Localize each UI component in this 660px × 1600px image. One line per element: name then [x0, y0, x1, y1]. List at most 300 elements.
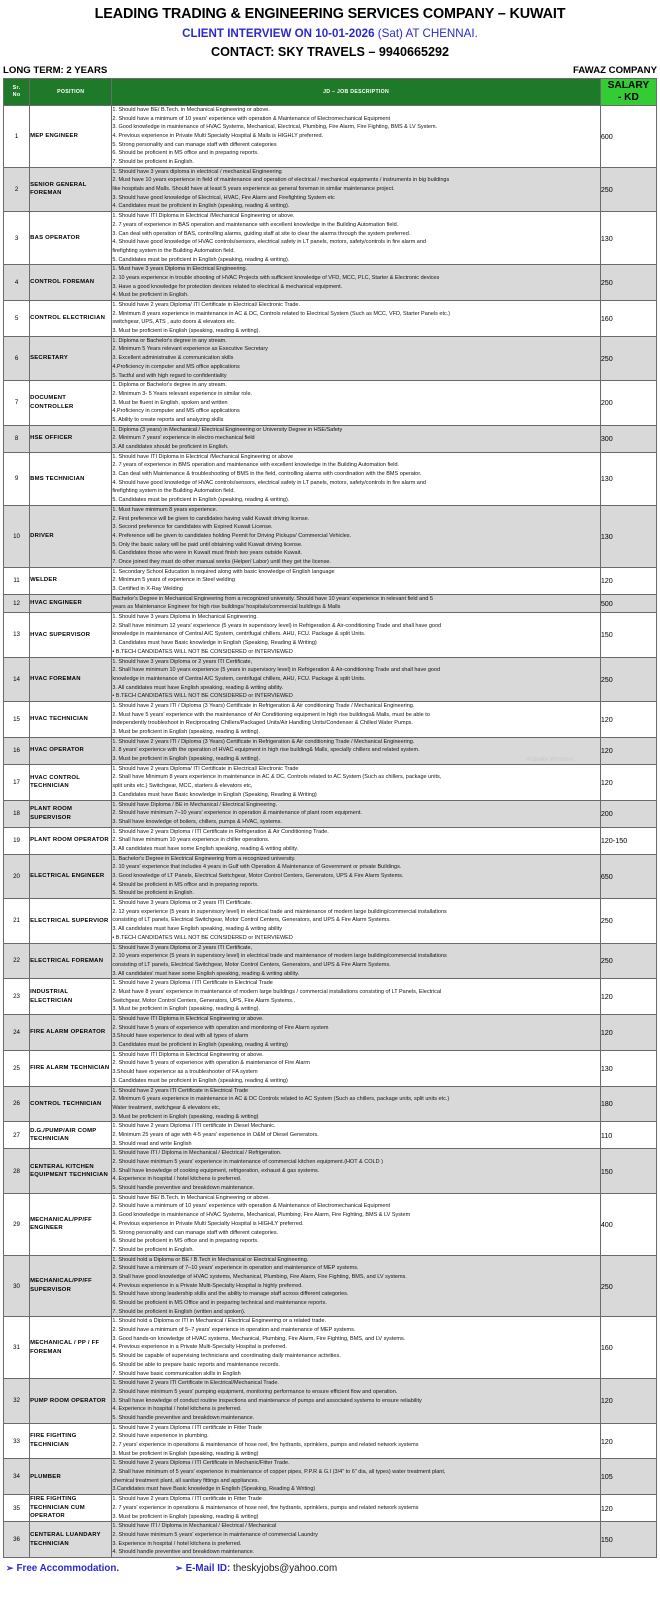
- cell-sr-no: 36: [4, 1522, 30, 1558]
- cell-sr-no: 10: [4, 505, 30, 567]
- cell-salary: 120: [600, 1495, 656, 1522]
- cell-salary: 120: [600, 1015, 656, 1051]
- page-title: LEADING TRADING & ENGINEERING SERVICES COMPANY – KUWAIT: [94, 6, 566, 22]
- interview-date: 10-01-2026: [315, 27, 375, 41]
- cell-salary: 120: [600, 979, 656, 1015]
- jd-line: 2. 7 years' experience in operations & maintenance of hose reel, fire hydrants, sprinklers, pumps and related network systems: [112, 1442, 419, 1449]
- jd-line: 4. Should handle preventive and breakdown maintenance.: [112, 1549, 255, 1556]
- cell-sr-no: 9: [4, 452, 30, 505]
- cell-position: HVAC OPERATOR: [30, 737, 112, 764]
- table-row: [4, 381, 657, 425]
- jd-line: 3. Good knowledge in maintenance of HVAC Systems, Mechanical, Electrical, Plumbing, Fire Alarm, Fire Fighting, BMS & LV System.: [112, 124, 438, 131]
- cell-position: HVAC SUPERVISOR: [30, 613, 112, 657]
- jd-line: knowledge in maintenance of Central A/C System, centrifugal chillers. AHU, FCU. Package & split Units.: [112, 631, 366, 638]
- cell-job-description: [112, 1193, 600, 1255]
- jd-line: 1. Should have 2 years ITI Certificate in Electrical/Mechanical Trade.: [112, 1380, 279, 1387]
- jd-line: 4. Experience in hospital / hotel kitchens is preferred.: [112, 1176, 242, 1183]
- jd-line: 5. Should have strong leadership skills and the ability to manage staff across different categories.: [112, 1291, 349, 1298]
- cell-salary: 650: [600, 854, 656, 898]
- cell-salary: 120: [600, 737, 656, 764]
- jd-line: 1. Should have 3 years diploma in electrical / mechanical Engineering: [112, 168, 282, 175]
- cell-sr-no: 35: [4, 1495, 30, 1522]
- jd-line: 3.Candidates must have Basic knowledge in English (Speaking, Reading & Writing): [112, 1486, 316, 1493]
- cell-position: PLANT ROOM OPERATOR: [30, 827, 112, 854]
- cell-job-description: [112, 1086, 600, 1122]
- cell-sr-no: 25: [4, 1050, 30, 1086]
- jd-line: 3. Candidates must have Basic knowledge in English (Speaking, Reading & Writing): [112, 640, 317, 647]
- jd-line: 5. Should be capable of supervising technicians and coordinating daily maintenance activities.: [112, 1353, 341, 1360]
- cell-job-description: [112, 1495, 600, 1522]
- jd-line: 2. Shall have Minimum 8 years experience in maintenance in AC & DC, Controls related to AC System (Such as chillers, package units,: [112, 774, 442, 781]
- cell-job-description: [112, 854, 600, 898]
- cell-sr-no: 23: [4, 979, 30, 1015]
- jd-line: 3. Must be proficient in English (speaking, reading & writing).: [112, 756, 260, 763]
- jd-line: 2. Should have experience in plumbing.: [112, 1433, 209, 1440]
- jd-line: 3. Shall have knowledge of boilers, chillers, pumps & HVAC, systems.: [112, 818, 282, 825]
- jd-line: 3. Can deal with Maintenance & troubleshooting of BMS in the field, controlling alarms with coordination with the BMS operator.: [112, 471, 422, 478]
- document-footer: [0, 1558, 660, 1580]
- cell-job-description: [112, 167, 600, 211]
- footer-email: [175, 1563, 337, 1574]
- jd-line: 3. Experience in hospital / hotel kitchens is preferred.: [112, 1540, 242, 1547]
- cell-job-description: [112, 1050, 600, 1086]
- contact-line: CONTACT: SKY TRAVELS – 9940665292: [211, 44, 449, 59]
- cell-salary: 120: [600, 764, 656, 800]
- cell-position: ELECTRICAL SUPERVIOR: [30, 899, 112, 943]
- jd-line: 5. Only the basic salary will be paid until obtaining valid Kuwait driving license.: [112, 541, 303, 548]
- table-row: [4, 1255, 657, 1317]
- jd-line: 3. All candidates' must have some English speaking, reading & writing ability.: [112, 970, 300, 977]
- cell-job-description: [112, 1522, 600, 1558]
- jd-line: 3. Can deal with operation of BAS, controlling alarms, guiding staff at site to clear the alarms through the system preferred.: [112, 230, 411, 237]
- cell-sr-no: 8: [4, 425, 30, 452]
- cell-sr-no: 24: [4, 1015, 30, 1051]
- cell-job-description: [112, 657, 600, 701]
- jd-line: 5. Should handle preventive and breakdown maintenance.: [112, 1185, 255, 1192]
- cell-salary: 250: [600, 336, 656, 380]
- table-row: [4, 657, 657, 701]
- table-row: [4, 701, 657, 737]
- cell-position: HVAC FOREMAN: [30, 657, 112, 701]
- cell-sr-no: 32: [4, 1379, 30, 1423]
- arrow-bullet-icon: ➢: [175, 1562, 183, 1573]
- cell-position: DRIVER: [30, 505, 112, 567]
- cell-job-description: [112, 737, 600, 764]
- cell-sr-no: 18: [4, 800, 30, 827]
- cell-sr-no: 27: [4, 1122, 30, 1149]
- jd-line: 4. Should have good knowledge of HVAC controls/sensors, electrical safety in LT panels, motors, safety/controls in fire alarm and: [112, 239, 426, 246]
- jd-line: 3. Candidates must be proficient in English (speaking, reading & writing): [112, 1042, 288, 1049]
- cell-salary: 160: [600, 301, 656, 337]
- cell-position: WELDER: [30, 567, 112, 594]
- table-row: [4, 1015, 657, 1051]
- cell-sr-no: 31: [4, 1317, 30, 1379]
- jd-line: 6. Should be able to prepare basic reports and maintenance records.: [112, 1361, 280, 1368]
- jd-line: • B.TECH CANDIDATES WILL NOT BE CONSIDERED or INTERVIEWED: [112, 648, 293, 655]
- jd-line: Water treatment, switchgear & elevators etc,: [112, 1104, 221, 1111]
- jd-line: 2. Must have 10 years experience in field of maintenance and operation of electrical / mechanical equipments / instruments in big buildings: [112, 177, 450, 184]
- jobs-table: [3, 78, 657, 1558]
- jd-line: 2. Should have 5 years of experience with operation and monitoring of Fire Alarm system: [112, 1024, 329, 1031]
- cell-job-description: [112, 505, 600, 567]
- table-row: [4, 1122, 657, 1149]
- cell-salary: 600: [600, 105, 656, 167]
- table-row: [4, 567, 657, 594]
- jd-line: 5. Tactful and with high regard to confidentiality: [112, 372, 227, 379]
- jd-line: 1. Secondary School Education is required along with basic knowledge of English language: [112, 568, 335, 575]
- jd-line: like hospitals and Malls. Should have at least 5 years experience as general foreman in similar maintenance project.: [112, 186, 395, 193]
- jd-line: 1. Should have 2 years Diploma / ITI certificate in Fitter Trade: [112, 1424, 262, 1431]
- cell-salary: 250: [600, 943, 656, 979]
- cell-job-description: [112, 212, 600, 265]
- cell-job-description: [112, 381, 600, 425]
- cell-salary: 250: [600, 1255, 656, 1317]
- cell-sr-no: 1: [4, 105, 30, 167]
- table-row: [4, 943, 657, 979]
- cell-salary: 250: [600, 657, 656, 701]
- jd-line: 5. Ability to create reports and analyzing skills: [112, 416, 224, 423]
- interview-notice: [6, 26, 654, 42]
- cell-sr-no: 30: [4, 1255, 30, 1317]
- windows-activation-watermark: Activate Windows: [526, 757, 574, 763]
- jd-line: switchgear, UPS, ATS , auto doors & elevators etc.: [112, 319, 236, 326]
- jd-line: 3. Shall have knowledge of cooking equipment, refrigeration, exhaust & gas systems.: [112, 1167, 320, 1174]
- footer-accommodation: [6, 1563, 119, 1574]
- jd-line: 4. Previous experience in a Private Multi-Specialty Hospital is highly preferred.: [112, 1282, 303, 1289]
- cell-salary: 120: [600, 1379, 656, 1423]
- cell-sr-no: 29: [4, 1193, 30, 1255]
- jd-line: 3. Candidates must have Basic knowledge in English (Speaking, Reading & Writing): [112, 791, 317, 798]
- jd-line: consisting of LT panels, Electrical Switchgear, Motor Control Centers, Generators, and UPS & Fire Alarm Systems.: [112, 917, 391, 924]
- jd-line: 3. Excellent administrative & communication skills: [112, 355, 234, 362]
- table-row: [4, 854, 657, 898]
- cell-position: SENIOR GENERAL FOREMAN: [30, 167, 112, 211]
- footer-email-address: theskyjobs@yahoo.com: [233, 1562, 338, 1574]
- jd-line: Switchgear, Motor Control Centers, Generators, UPS, Fire Alarm Systems..: [112, 997, 296, 1004]
- jd-line: firefighting system in the Building Automation field.: [112, 247, 235, 254]
- cell-job-description: [112, 265, 600, 301]
- jd-line: 6. Should be proficient in MS Office and in preparing technical and maintenance reports.: [112, 1300, 327, 1307]
- cell-sr-no: 3: [4, 212, 30, 265]
- table-row: [4, 1379, 657, 1423]
- jd-line: 2. Should have a minimum of 10 years' experience with operation & Maintenance of Electromechanical Equipment: [112, 115, 391, 122]
- cell-job-description: [112, 452, 600, 505]
- jd-line: 7. Should be proficient in English.: [112, 159, 194, 166]
- cell-sr-no: 14: [4, 657, 30, 701]
- cell-sr-no: 19: [4, 827, 30, 854]
- table-row: [4, 167, 657, 211]
- table-row: [4, 301, 657, 337]
- jd-line: 7. Should be proficient in English (written and spoken).: [112, 1308, 246, 1315]
- jd-line: 4. Preference will be given to candidates holding Permit for Driving Pickups/ Commercial Vehicles.: [112, 532, 352, 539]
- jd-line: 2. 10 years experience in trouble shooting of HVAC Projects with sufficient knowledge of VFD, MCC, PLC, Starter & Electronic devices: [112, 274, 440, 281]
- table-row: [4, 1522, 657, 1558]
- cell-job-description: [112, 943, 600, 979]
- table-row: [4, 764, 657, 800]
- cell-sr-no: 20: [4, 854, 30, 898]
- table-row: [4, 737, 657, 764]
- cell-job-description: [112, 105, 600, 167]
- jd-line: 3. Must be proficient in English (speaking, reading & writing): [112, 1450, 259, 1457]
- jd-line: 1. Should have 2 years ITI / Diploma (3 Years) Certificate in Refrigeration & Air conditioning Trade / Mechanical Engineering.: [112, 702, 415, 709]
- jd-line: 3. Must be proficient in English (speaking, reading & writing).: [112, 328, 260, 335]
- jd-line: 2. Should have minimum 5 years' experience in maintenance of commercial Laundry: [112, 1531, 318, 1538]
- jd-line: 2. Should have a minimum of 5–7 years' experience in operation and maintenance of MEP systems.: [112, 1327, 356, 1334]
- table-row: [4, 105, 657, 167]
- jd-line: 2. Shall have minimum 12 years' experience (5 years in supervisory level) in Refrigeration & Air-conditioning Trade and shall have good: [112, 622, 442, 629]
- jd-line: 1. Should have Diploma / BE in Mechanical / Electrical Engineering.: [112, 801, 278, 808]
- jd-line: 4. Candidates must be proficient in English (speaking, reading & writing).: [112, 203, 290, 210]
- jd-line: 2. 7 years of experience in BAS operation and maintenance with excellent knowledge in the Building Automation field.: [112, 221, 399, 228]
- jd-line: 1. Should have ITI / Diploma in Mechanical / Electrical / Refrigeration.: [112, 1150, 282, 1157]
- jd-line: Bachelor's Degree in Mechanical Engineering from a recognized university. Should have 10 years' experience in relevant field and 5: [112, 595, 433, 602]
- cell-sr-no: 2: [4, 167, 30, 211]
- table-row: [4, 1317, 657, 1379]
- cell-sr-no: 16: [4, 737, 30, 764]
- jd-line: 5. Should be proficient in English.: [112, 890, 194, 897]
- jd-line: 2. Shall have minimum 10 years experience (5 years in supervisory level) in Refrigeration & Air-conditioning Trade and shall have good: [112, 667, 441, 674]
- jd-line: 3. Must be proficient in English (speaking, reading & writing): [112, 1513, 259, 1520]
- cell-salary: 120: [600, 701, 656, 737]
- cell-sr-no: 17: [4, 764, 30, 800]
- jd-line: consisting of LT panels, Electrical Switchgear, Motor Control Centers, Generators, and UPS & Fire Alarm Systems.: [112, 961, 391, 968]
- jd-line: 1. Bachelor's Degree in Electrical Engineering from a recognized university.: [112, 855, 296, 862]
- jd-line: 4. Previous experience in Private Multi Specialty Hospital & Malls is HIGHLY preferred.: [112, 132, 324, 139]
- cell-salary: 120: [600, 1423, 656, 1459]
- table-row: [4, 1495, 657, 1522]
- cell-position: FIRE FIGHTING TECHNICIAN CUM OPERATOR: [30, 1495, 112, 1522]
- cell-job-description: [112, 613, 600, 657]
- cell-job-description: [112, 1459, 600, 1495]
- cell-sr-no: 4: [4, 265, 30, 301]
- jd-line: 2. Minimum 5 years of experience in Steel welding: [112, 577, 235, 584]
- jd-line: 5. Candidates must be proficient in English (speaking, reading & writing).: [112, 497, 290, 504]
- cell-job-description: [112, 764, 600, 800]
- cell-salary: 105: [600, 1459, 656, 1495]
- jd-line: 4. Previous experience in a Private Multi-Specialty Hospital is preferred.: [112, 1344, 287, 1351]
- jd-line: 5. Candidates must be proficient in English (speaking, reading & writing).: [112, 256, 290, 263]
- table-row: [4, 594, 657, 612]
- jd-line: 7. Should be proficient in English.: [112, 1246, 194, 1253]
- cell-job-description: [112, 1255, 600, 1317]
- cell-position: MEP ENGINEER: [30, 105, 112, 167]
- jd-line: 3. Second preference for candidates with Expired Kuwait License.: [112, 524, 273, 531]
- table-row: [4, 1050, 657, 1086]
- cell-job-description: [112, 1149, 600, 1193]
- cell-salary: 130: [600, 505, 656, 567]
- jd-line: 2. 7 years of experience in BMS operation and maintenance with excellent knowledge in the Building Automation field.: [112, 462, 400, 469]
- jd-line: 2. 10 years' experience that includes 4 years in Gulf with Operation & Maintenance of Government or private Buildings.: [112, 864, 402, 871]
- column-header-salary: [600, 78, 656, 105]
- cell-position: ELECTRICAL ENGINEER: [30, 854, 112, 898]
- jd-line: 3. Good hands-on knowledge of HVAC systems, Mechanical, Plumbing, Fire Alarm, Fire Fighting, BMS, and LV systems.: [112, 1335, 406, 1342]
- cell-sr-no: 6: [4, 336, 30, 380]
- cell-job-description: [112, 336, 600, 380]
- cell-salary: 300: [600, 425, 656, 452]
- meta-row: [0, 61, 660, 78]
- jd-line: 4. Should be proficient in MS office and in preparing reports.: [112, 881, 259, 888]
- cell-job-description: [112, 567, 600, 594]
- jd-line: 3. Must be proficient in English (speaking, reading & writing).: [112, 729, 260, 736]
- table-row: [4, 452, 657, 505]
- jd-line: 1. Should have 2 years Diploma/ ITI Certificate in Electrical/ Electronic Trade: [112, 765, 299, 772]
- jd-line: 5. Strong personality and can manage staff with different categories: [112, 141, 277, 148]
- jd-line: 1. Should have ITI / Diploma in Mechanical / Electrical / Mechanical: [112, 1523, 277, 1530]
- cell-salary: 180: [600, 1086, 656, 1122]
- jd-line: • B.TECH CANDIDATES WILL NOT BE CONSIDERED or INTERVIEWED: [112, 934, 293, 941]
- column-header-jd: JD – JOB DESCRIPTION: [112, 78, 600, 105]
- cell-salary: 130: [600, 212, 656, 265]
- jd-line: 4.Proficiency in computer and MS office applications: [112, 363, 240, 370]
- table-row: [4, 899, 657, 943]
- cell-position: ELECTRICAL FOREMAN: [30, 943, 112, 979]
- cell-salary: 250: [600, 167, 656, 211]
- cell-job-description: [112, 979, 600, 1015]
- cell-salary: 160: [600, 1317, 656, 1379]
- jd-line: 1. Must have 3 years Diploma in Electrical Engineering.: [112, 266, 248, 273]
- jd-line: 2. Minimum 25 years of age with 4-5 years' experience in O&M of Diesel Generators.: [112, 1131, 319, 1138]
- jd-line: 3. All candidates must have some English speaking, reading & writing ability.: [112, 845, 299, 852]
- cell-salary: 120: [600, 567, 656, 594]
- cell-job-description: [112, 1379, 600, 1423]
- jd-line: 1. Diploma (3 years) in Mechanical / Electrical Engineering or University Degree in HSE/Safety: [112, 426, 343, 433]
- cell-salary: 150: [600, 1149, 656, 1193]
- jd-line: 3. Certified in X-Ray Welding: [112, 586, 183, 593]
- jd-line: 3. Must be proficient in English (speaking, reading & writing): [112, 1113, 259, 1120]
- cell-job-description: [112, 1423, 600, 1459]
- jd-line: 1. Should have 2 years ITI / Diploma (3 Years) Certificate in Refrigeration & Air conditioning Trade / Mechanical Engineering.: [112, 738, 415, 745]
- jd-line: 3. All candidates must have English speaking, reading & writing ability: [112, 926, 283, 933]
- cell-job-description: [112, 301, 600, 337]
- cell-sr-no: 13: [4, 613, 30, 657]
- jd-line: 3.Should have experience to deal with all types of alarm: [112, 1033, 249, 1040]
- jd-line: 3. Good knowledge in maintenance of HVAC Systems, Mechanical, Plumbing, Fire Alarm, Fire Fighting, BMS & LV System: [112, 1212, 411, 1219]
- cell-sr-no: 33: [4, 1423, 30, 1459]
- cell-position: CONTROL FOREMAN: [30, 265, 112, 301]
- jd-line: 1. Should have 3 years Diploma or 2 years ITI Certificate,: [112, 658, 253, 665]
- jd-line: 3. Shall have knowledge of conduct routine inspections and maintenance of pumps and associated systems to ensure reliability: [112, 1397, 422, 1404]
- table-row: [4, 1423, 657, 1459]
- jd-line: 2. Minimum 5 Years relevant experience as Executive Secretary: [112, 346, 268, 353]
- cell-salary: 200: [600, 800, 656, 827]
- table-header-row: [4, 78, 657, 105]
- cell-position: HVAC TECHNICIAN: [30, 701, 112, 737]
- jd-line: 3. Should have good knowledge of Electrical, HVAC, Fire Alarm and Firefighting System etc: [112, 194, 335, 201]
- table-row: [4, 425, 657, 452]
- jd-line: split units etc.) Switchgear, MCC, starters & elevators etc,: [112, 783, 253, 790]
- footer-accommodation-label: Free Accommodation.: [16, 1562, 120, 1574]
- jd-line: 4. Experience in hospital / hotel kitchens is preferred.: [112, 1406, 242, 1413]
- jd-line: 1. Should have 3 years Diploma or 2 years ITI Certificate.: [112, 900, 253, 907]
- jd-line: • B.TECH CANDIDATES WILL NOT BE CONSIDERED or INTERVIEWED: [112, 693, 293, 700]
- table-row: [4, 1149, 657, 1193]
- jd-line: 2. Shall have minimum of 5 years' experience in maintenance of copper pipes, P.P.R & G.I (3/4" to 6" dia, all types) water treatment plant,: [112, 1469, 446, 1476]
- cell-salary: 500: [600, 594, 656, 612]
- jd-line: 1. Should have 3 years Diploma or 2 years ITI Certificate,: [112, 944, 253, 951]
- jd-line: 3.Should have experience as a troubleshooter of FA system: [112, 1069, 258, 1076]
- cell-position: BMS TECHNICIAN: [30, 452, 112, 505]
- cell-position: FIRE ALARM TECHNICIAN: [30, 1050, 112, 1086]
- jd-line: 4.Proficiency in computer and MS office applications: [112, 408, 240, 415]
- jd-line: 1. Should have 2 years Diploma / ITI Certificate in Mechanic/Fitter Trade.: [112, 1460, 290, 1467]
- jd-line: 6. Should be proficient in MS office and in preparing reports.: [112, 1238, 259, 1245]
- cell-salary: 150: [600, 1522, 656, 1558]
- jd-line: 3. Should read and write English: [112, 1140, 192, 1147]
- jd-line: 2. Must have 5 years' experience with the maintenance of Air Conditioning equipment in high rise buildings& Malls, must be able to: [112, 711, 430, 718]
- cell-position: CONTROL TECHNICIAN: [30, 1086, 112, 1122]
- jd-line: 1. Should have ITI Diploma in Electrical /Mechanical Engineering or above: [112, 453, 294, 460]
- cell-position: CONTROL ELECTRICIAN: [30, 301, 112, 337]
- cell-salary: 110: [600, 1122, 656, 1149]
- jd-line: 2. Minimum 6 years experience in maintenance in AC & DC Controls related to AC System (Such as chillers, package units, split units etc.): [112, 1096, 450, 1103]
- arrow-bullet-icon: ➢: [6, 1562, 14, 1573]
- jd-line: 3. All candidates should be proficient in English.: [112, 444, 229, 451]
- table-row: [4, 1193, 657, 1255]
- jd-line: 4. Should have good knowledge of HVAC controls/sensors, electrical safety in LT panels, motors, safety/controls in fire alarm and: [112, 479, 426, 486]
- cell-job-description: [112, 1122, 600, 1149]
- jd-line: 1. Should have 2 years Diploma / ITI certificate in Fitter Trade: [112, 1496, 262, 1503]
- jd-line: 3. Shall have good knowledge of HVAC systems, Mechanical, Plumbing, Fire Alarm, Fire Fighting, BMS, and LV systems.: [112, 1273, 407, 1280]
- footer-email-label: E-Mail ID:: [185, 1562, 231, 1574]
- jd-line: years as Maintenance Engineer for high rise buildings/ hospitals/commercial buildings & Malls: [112, 604, 341, 611]
- cell-sr-no: 12: [4, 594, 30, 612]
- column-header-salary-line1: SALARY: [607, 80, 650, 92]
- cell-job-description: [112, 1015, 600, 1051]
- jd-line: 2. Should have a minimum of 10 years' experience with operation & Maintenance of Electromechanical Equipment: [112, 1203, 391, 1210]
- jd-line: 3. Have a good knowledge for protection devices related to electrical & mechanical equipment.: [112, 283, 343, 290]
- cell-job-description: [112, 827, 600, 854]
- jd-line: 1. Should have ITI Diploma in Electrical Engineering or above.: [112, 1051, 264, 1058]
- jd-line: 1. Diploma or Bachelor's degree in any stream.: [112, 337, 227, 344]
- jd-line: knowledge in maintenance of Central A/C System, centrifugal chillers, AHU, FCU. Package & split Units.: [112, 675, 366, 682]
- cell-position: FIRE ALARM OPERATOR: [30, 1015, 112, 1051]
- jd-line: 1. Should hold a Diploma or ITI in Mechanical / Electrical Engineering or a related trade.: [112, 1318, 327, 1325]
- cell-sr-no: 15: [4, 701, 30, 737]
- jd-line: 1. Should have 3 years Diploma in Mechanical Engineering.: [112, 614, 258, 621]
- jd-line: 1. Diploma or Bachelor's degree in any stream.: [112, 382, 227, 389]
- cell-position: PUMP ROOM OPERATOR: [30, 1379, 112, 1423]
- jd-line: 1. Must have minimum 8 years experience.: [112, 506, 218, 513]
- cell-position: CENTERAL LUANDARY TECHNICIAN: [30, 1522, 112, 1558]
- cell-position: PLUMBER: [30, 1459, 112, 1495]
- cell-job-description: [112, 701, 600, 737]
- cell-job-description: [112, 800, 600, 827]
- cell-position: HSE OFFICER: [30, 425, 112, 452]
- jd-line: 7. Once joined they must do other manual works (Helper/ Labor) until they get the license.: [112, 558, 331, 565]
- cell-job-description: [112, 425, 600, 452]
- table-body: [4, 105, 657, 1557]
- jd-line: 2. 12 years experience (5 years in supervisory level) in electrical trade and maintenance of modern large building/commercial installations: [112, 908, 447, 915]
- jd-line: 2. First preference will be given to candidates having valid Kuwait driving license.: [112, 515, 310, 522]
- cell-position: FIRE FIGHTING TECHNICIAN: [30, 1423, 112, 1459]
- cell-sr-no: 7: [4, 381, 30, 425]
- table-row: [4, 505, 657, 567]
- cell-salary: 250: [600, 899, 656, 943]
- jd-line: 2. 8 years' experience with the operation of HVAC equipment in high rise building& Malls, specially chillers and related system.: [112, 747, 420, 754]
- cell-position: MECHANICAL/PP/FF SUPERVISOR: [30, 1255, 112, 1317]
- cell-salary: 120-150: [600, 827, 656, 854]
- cell-sr-no: 11: [4, 567, 30, 594]
- interview-notice-suffix: (Sat) AT CHENNAI.: [374, 27, 478, 41]
- jd-line: 3. Must be fluent in English, spoken and written: [112, 399, 228, 406]
- table-row: [4, 827, 657, 854]
- jd-line: 7. Should have basic communication skills in English: [112, 1370, 241, 1377]
- jd-line: 2. 7 years' experience in operations & maintenance of hose reel, fire hydrants, sprinklers, pumps and related network systems: [112, 1504, 419, 1511]
- cell-sr-no: 22: [4, 943, 30, 979]
- cell-salary: 150: [600, 613, 656, 657]
- cell-position: HVAC CONTROL TECHNICIAN: [30, 764, 112, 800]
- table-row: [4, 613, 657, 657]
